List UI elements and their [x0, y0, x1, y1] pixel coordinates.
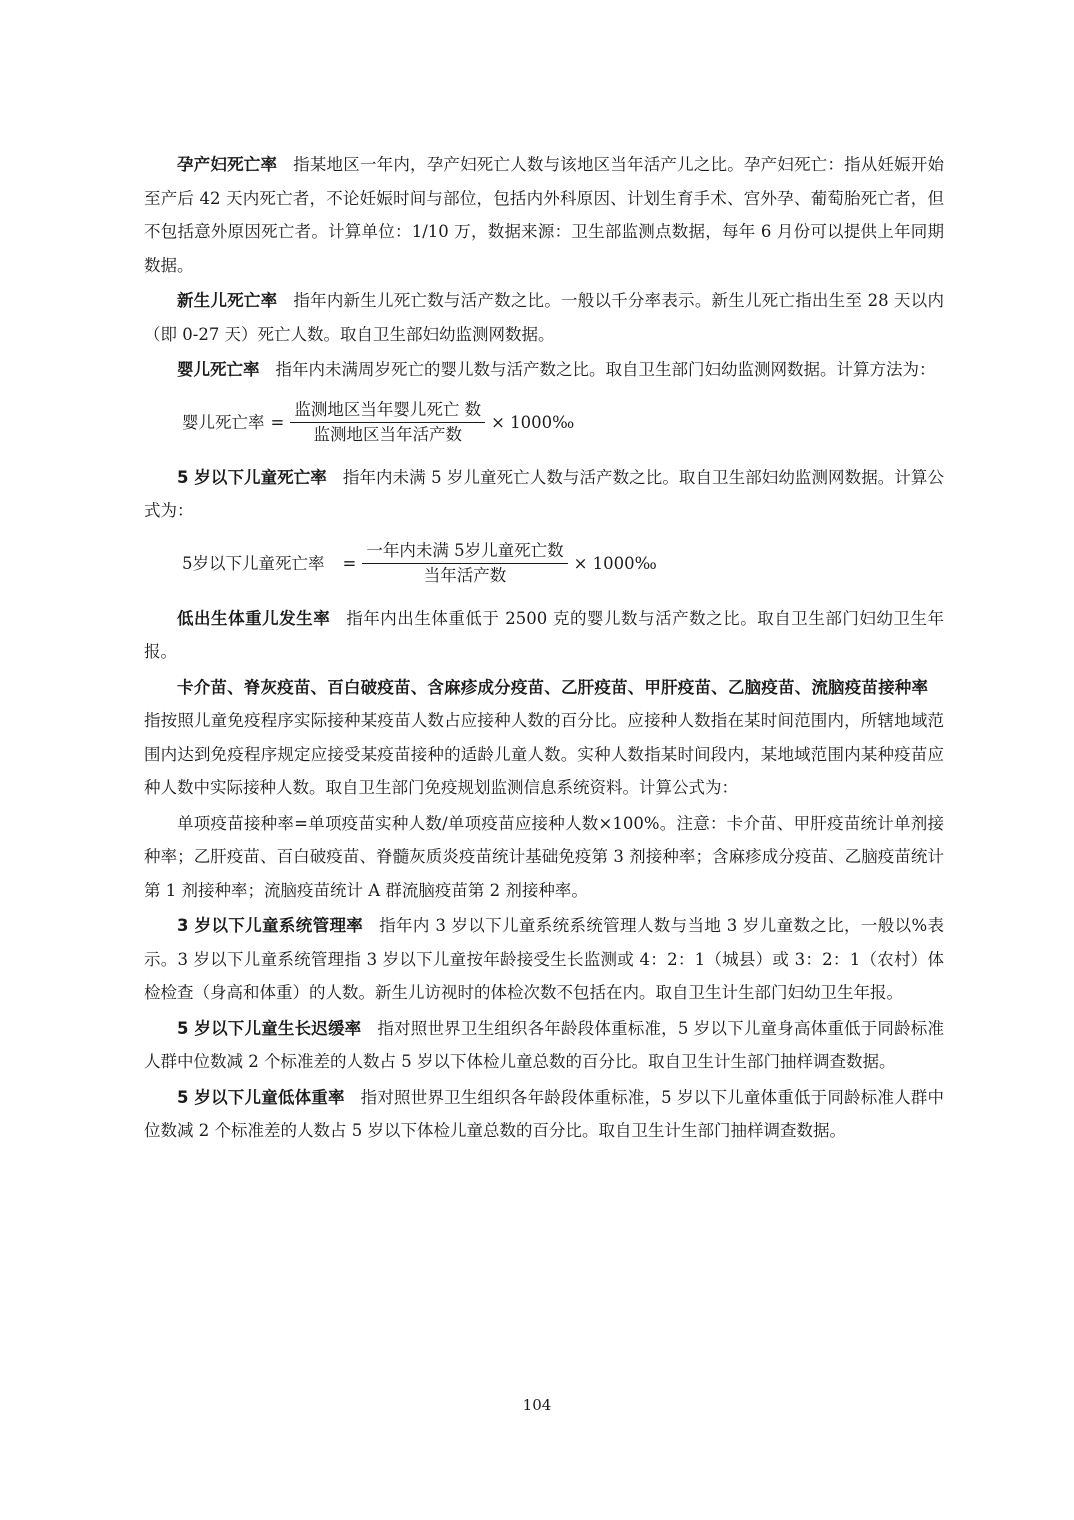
- page-body: [144, 148, 944, 1150]
- formula-lhs: 5岁以下儿童死亡率: [182, 553, 325, 573]
- paragraph-maternal-mortality: [144, 148, 944, 282]
- term-heading: 孕产妇死亡率: [177, 155, 278, 174]
- term-heading: 卡介苗、脊灰疫苗、百白破疫苗、含麻疹成分疫苗、乙肝疫苗、甲肝疫苗、乙脑疫苗、流脑疫苗接种率: [177, 677, 928, 697]
- page-number: 104: [522, 1396, 552, 1414]
- paragraph-under5-underweight: [144, 1081, 944, 1148]
- formula-multiplier: × 1000‰: [573, 553, 657, 573]
- formula-fraction: [362, 539, 567, 588]
- term-description: 指按照儿童免疫程序实际接种某疫苗人数占应接种人数的百分比。应接种人数指在某时间范围内，所辖地域范围内达到免疫程序规定应接受某疫苗接种的适龄儿童人数。实种人数指某时间段内，某地域范围内某种疫苗应种人数中实际接种人数。取自卫生部门免疫规划监测信息系统资料。计算公式为：: [144, 711, 944, 797]
- formula-equals: =: [342, 553, 357, 573]
- term-heading: 新生儿死亡率: [177, 291, 278, 310]
- term-description: 指年内出生体重低于 2500 克的婴儿数与活产数之比。取自卫生部门妇幼卫生年报。: [144, 608, 944, 661]
- paragraph-low-birth-weight: [144, 602, 944, 669]
- paragraph-under5-stunting: [144, 1012, 944, 1079]
- paragraph-vaccination-rate: [144, 671, 944, 805]
- formula-numerator: 一年内未满 5岁儿童死亡数: [362, 539, 567, 564]
- term-heading: 5 岁以下儿童生长迟缓率: [177, 1018, 362, 1038]
- term-heading: 5 岁以下儿童低体重率: [177, 1087, 345, 1107]
- formula-denominator: 当年活产数: [423, 566, 507, 585]
- formula-numerator: 监测地区当年婴儿死亡 数: [290, 398, 485, 423]
- paragraph-under3-management: [144, 909, 944, 1010]
- term-heading: 婴儿死亡率: [177, 360, 260, 379]
- term-description: 单项疫苗接种率=单项疫苗实种人数/单项疫苗应接种人数×100%。注意：卡介苗、甲肝疫苗统计单剂接种率；乙肝疫苗、百白破疫苗、脊髓灰质炎疫苗统计基础免疫第 3 剂接种率；含麻疹成分疫苗、乙脑疫苗统计第 1 剂接种率；流脑疫苗统计 A 群流脑疫苗第 2 剂接种率。: [144, 813, 944, 900]
- formula-infant-mortality: [182, 391, 944, 455]
- term-description: 指年内 3 岁以下儿童系统系统管理人数与当地 3 岁儿童数之比，一般以%表示。3 岁以下儿童系统管理指 3 岁以下儿童按年龄接受生长监测或 4：2：1（城县）或 3：2：1（农村）体检检查（身高和体重）的人数。新生儿访视时的体检次数不包括在内。取自卫生计生部门妇幼卫生年报。: [144, 916, 944, 1002]
- paragraph-under5-mortality: [144, 461, 944, 528]
- term-heading: 5 岁以下儿童死亡率: [177, 467, 327, 487]
- paragraph-neonatal-mortality: [144, 284, 944, 351]
- formula-fraction: [290, 398, 485, 447]
- term-description: 指年内未满 5 岁儿童死亡人数与活产数之比。取自卫生部妇幼监测网数据。计算公式为：: [144, 467, 944, 520]
- term-description: 指某地区一年内，孕产妇死亡人数与该地区当年活产儿之比。孕产妇死亡：指从妊娠开始至产后 42 天内死亡者，不论妊娠时间与部位，包括内外科原因、计划生育手术、宫外孕、葡萄胎死亡者，但不包括意外原因死亡者。计算单位：1/10 万，数据来源：卫生部监测点数据，每年 6 月份可以提供上年同期数据。: [144, 155, 945, 275]
- term-description: 指年内未满周岁死亡的婴儿数与活产数之比。取自卫生部门妇幼监测网数据。计算方法为：: [275, 360, 936, 379]
- formula-lhs: 婴儿死亡率: [182, 412, 265, 432]
- formula-denominator: 监测地区当年活产数: [313, 425, 462, 444]
- term-heading: 低出生体重儿发生率: [177, 608, 331, 628]
- formula-under5-mortality: [182, 532, 944, 596]
- term-description: 指年内新生儿死亡数与活产数之比。一般以千分率表示。新生儿死亡指出生至 28 天以内（即 0-27 天）死亡人数。取自卫生部妇幼监测网数据。: [144, 291, 944, 344]
- formula-equals: =: [270, 412, 285, 432]
- term-description: 指对照世界卫生组织各年龄段体重标准，5 岁以下儿童身高体重低于同龄标准人群中位数减 2 个标准差的人数占 5 岁以下体检儿童总数的百分比。取自卫生计生部门抽样调查数据。: [144, 1018, 944, 1071]
- formula-multiplier: × 1000‰: [491, 412, 575, 432]
- term-description: 指对照世界卫生组织各年龄段体重标准，5 岁以下儿童体重低于同龄标准人群中位数减 2 个标准差的人数占 5 岁以下体检儿童总数的百分比。取自卫生计生部门抽样调查数据。: [144, 1087, 944, 1140]
- paragraph-infant-mortality: [144, 353, 944, 387]
- paragraph-vaccination-formula: [144, 807, 944, 908]
- term-heading: 3 岁以下儿童系统管理率: [177, 916, 364, 935]
